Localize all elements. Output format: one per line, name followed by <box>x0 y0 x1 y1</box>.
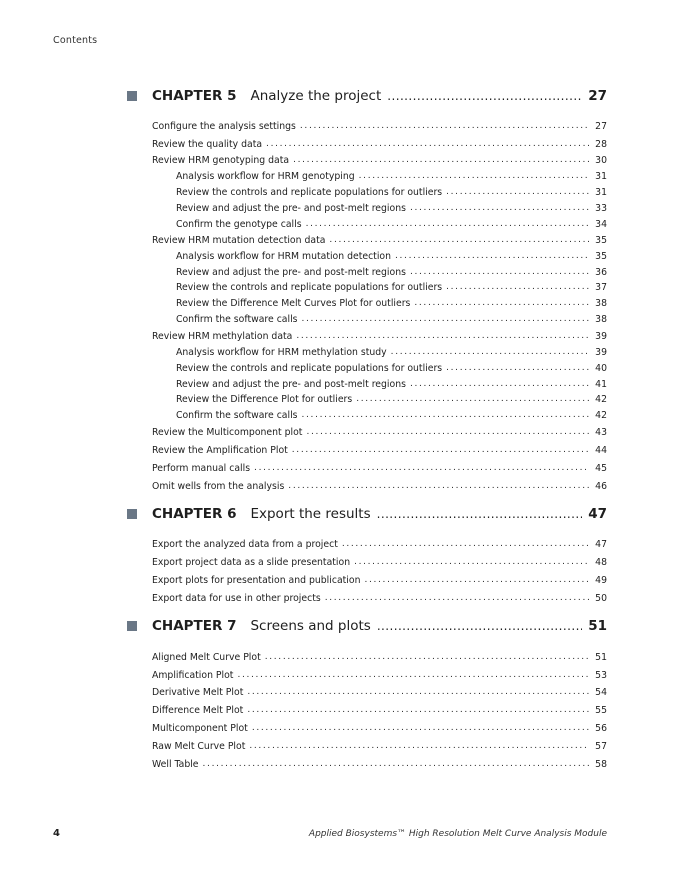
toc-entry-page: 30 <box>595 154 607 166</box>
toc-entry-text: Confirm the software calls <box>176 409 298 421</box>
toc-subentry[interactable] <box>176 408 607 422</box>
toc-entry-text: Multicomponent Plot <box>152 722 248 734</box>
dot-leader <box>446 187 589 197</box>
toc-subentry[interactable] <box>176 345 607 359</box>
toc-entry-text: Export plots for presentation and publication <box>152 574 361 586</box>
toc-entry-text: Well Table <box>152 758 199 770</box>
chapter-title: Export the results <box>250 506 371 522</box>
toc-entry-text: Review the Amplification Plot <box>152 444 288 456</box>
dot-leader <box>296 331 589 341</box>
toc-chapter-5[interactable] <box>127 85 607 107</box>
dot-leader <box>306 219 589 229</box>
toc-entry[interactable] <box>152 537 607 551</box>
dot-leader <box>266 139 589 149</box>
toc-entry-text: Confirm the genotype calls <box>176 218 302 230</box>
chapter-page: 51 <box>588 618 607 634</box>
chapter-title: Analyze the project <box>250 88 382 104</box>
toc-entry[interactable] <box>152 668 607 682</box>
toc-entry-page: 37 <box>595 281 607 293</box>
dot-leader <box>329 235 589 245</box>
toc-entry-text: Review and adjust the pre- and post-melt regions <box>176 378 406 390</box>
toc-entry-text: Export data for use in other projects <box>152 592 321 604</box>
dot-leader <box>247 687 589 697</box>
dot-leader <box>387 89 582 103</box>
toc-entry-page: 58 <box>595 758 607 770</box>
toc-entry-page: 39 <box>595 346 607 358</box>
dot-leader <box>446 363 589 373</box>
chapter-number: CHAPTER 6 <box>152 506 237 522</box>
toc-entry-text: Review HRM genotyping data <box>152 154 290 166</box>
dot-leader <box>203 759 589 769</box>
toc-entry[interactable] <box>152 555 607 569</box>
dot-leader <box>377 507 583 521</box>
dot-leader <box>377 619 582 633</box>
toc-entry-page: 57 <box>595 740 607 752</box>
toc-entry-page: 51 <box>595 651 607 663</box>
dot-leader <box>410 203 589 213</box>
toc-entry-page: 31 <box>595 186 607 198</box>
toc-subentry[interactable] <box>176 312 607 326</box>
toc-entry-text: Raw Melt Curve Plot <box>152 740 246 752</box>
toc-entry-page: 47 <box>595 538 607 550</box>
toc-entry-page: 48 <box>595 556 607 568</box>
dot-leader <box>356 394 589 404</box>
dot-leader <box>325 593 589 603</box>
toc-entry-text: Confirm the software calls <box>176 313 298 325</box>
toc-subentry[interactable] <box>176 377 607 391</box>
dot-leader <box>252 723 589 733</box>
toc-subentry[interactable] <box>176 265 607 279</box>
toc-entry[interactable] <box>152 329 607 343</box>
toc-entry[interactable] <box>152 739 607 753</box>
toc-entry-page: 31 <box>595 170 607 182</box>
toc-subentry[interactable] <box>176 185 607 199</box>
toc-entry[interactable] <box>152 153 607 167</box>
chapter-page: 47 <box>588 506 607 522</box>
toc-entry-text: Export project data as a slide presentation <box>152 556 351 568</box>
toc-entry-text: Review HRM mutation detection data <box>152 234 326 246</box>
toc-entry-page: 46 <box>595 480 607 492</box>
toc-entry-page: 49 <box>595 574 607 586</box>
toc-entry[interactable] <box>152 591 607 605</box>
chapter-number: CHAPTER 5 <box>152 88 237 104</box>
document-title: Applied Biosystems™ High Resolution Melt Curve Analysis Module <box>308 829 607 839</box>
dot-leader <box>237 670 589 680</box>
toc-entry-text: Review and adjust the pre- and post-melt regions <box>176 266 406 278</box>
toc-entry-page: 41 <box>595 378 607 390</box>
toc-subentry[interactable] <box>176 361 607 375</box>
toc-entry[interactable] <box>152 119 607 133</box>
toc-entry[interactable] <box>152 721 607 735</box>
chapter-page: 27 <box>588 88 607 104</box>
dot-leader <box>292 445 589 455</box>
toc-subentry[interactable] <box>176 201 607 215</box>
toc-entry-page: 44 <box>595 444 607 456</box>
dot-leader <box>265 652 589 662</box>
chapter-bullet-icon <box>127 509 137 519</box>
dot-leader <box>306 427 589 437</box>
dot-leader <box>446 282 589 292</box>
toc-entry-text: Review and adjust the pre- and post-melt regions <box>176 202 406 214</box>
dot-leader <box>342 539 589 549</box>
toc-entry-text: Review the quality data <box>152 138 263 150</box>
toc-entry-text: Analysis workflow for HRM mutation detection <box>176 250 391 262</box>
toc-subentry[interactable] <box>176 280 607 294</box>
toc-subentry[interactable] <box>176 169 607 183</box>
dot-leader <box>354 557 589 567</box>
chapter-bullet-icon <box>127 91 137 101</box>
dot-leader <box>302 314 589 324</box>
toc-entry-page: 28 <box>595 138 607 150</box>
running-head: Contents <box>53 35 98 46</box>
toc-entry-text: Review the Difference Melt Curves Plot for outliers <box>176 297 411 309</box>
toc-chapter-6[interactable] <box>127 503 607 525</box>
toc-entry[interactable] <box>152 757 607 771</box>
toc-entry-text: Review HRM methylation data <box>152 330 293 342</box>
toc-entry-text: Analysis workflow for HRM genotyping <box>176 170 355 182</box>
dot-leader <box>414 298 589 308</box>
toc-entry[interactable] <box>152 461 607 475</box>
toc-subentry[interactable] <box>176 217 607 231</box>
toc-entry-text: Review the controls and replicate populations for outliers <box>176 186 443 198</box>
toc-entry-text: Review the controls and replicate populations for outliers <box>176 362 443 374</box>
toc-entry[interactable] <box>152 425 607 439</box>
toc-entry-text: Review the Multicomponent plot <box>152 426 303 438</box>
toc-entry-text: Configure the analysis settings <box>152 120 296 132</box>
toc-entry[interactable] <box>152 685 607 699</box>
toc-entry-text: Amplification Plot <box>152 669 234 681</box>
dot-leader <box>410 379 589 389</box>
toc-entry-page: 42 <box>595 393 607 405</box>
toc-subentry[interactable] <box>176 249 607 263</box>
chapter-title: Screens and plots <box>250 618 371 634</box>
toc-entry-page: 54 <box>595 686 607 698</box>
toc-entry-page: 36 <box>595 266 607 278</box>
toc-entry[interactable] <box>152 443 607 457</box>
toc-entry-page: 45 <box>595 462 607 474</box>
toc-entry-text: Aligned Melt Curve Plot <box>152 651 261 663</box>
dot-leader <box>249 741 589 751</box>
dot-leader <box>302 410 589 420</box>
page-number: 4 <box>53 828 60 839</box>
dot-leader <box>247 705 589 715</box>
toc-entry[interactable] <box>152 650 607 664</box>
toc-entry[interactable] <box>152 479 607 493</box>
toc-entry-page: 43 <box>595 426 607 438</box>
dot-leader <box>410 267 589 277</box>
toc-entry[interactable] <box>152 703 607 717</box>
toc-entry[interactable] <box>152 233 607 247</box>
dot-leader <box>359 171 589 181</box>
chapter-number: CHAPTER 7 <box>152 618 237 634</box>
dot-leader <box>391 347 589 357</box>
toc-entry[interactable] <box>152 573 607 587</box>
dot-leader <box>364 575 589 585</box>
toc-entry-text: Review the controls and replicate populations for outliers <box>176 281 443 293</box>
toc-entry[interactable] <box>152 137 607 151</box>
toc-chapter-7[interactable] <box>127 615 607 637</box>
toc-entry-page: 38 <box>595 297 607 309</box>
toc-entry-page: 56 <box>595 722 607 734</box>
toc-entry-page: 35 <box>595 250 607 262</box>
toc-entry-text: Difference Melt Plot <box>152 704 244 716</box>
toc-entry-text: Export the analyzed data from a project <box>152 538 338 550</box>
toc-entry-page: 33 <box>595 202 607 214</box>
toc-subentry[interactable] <box>176 392 607 406</box>
toc-entry-page: 38 <box>595 313 607 325</box>
dot-leader <box>395 251 589 261</box>
toc-entry-page: 39 <box>595 330 607 342</box>
toc-entry-page: 27 <box>595 120 607 132</box>
toc-entry-text: Omit wells from the analysis <box>152 480 285 492</box>
dot-leader <box>293 155 589 165</box>
toc-entry-page: 35 <box>595 234 607 246</box>
dot-leader <box>254 463 589 473</box>
toc-subentry[interactable] <box>176 296 607 310</box>
toc-entry-page: 40 <box>595 362 607 374</box>
toc-entry-text: Analysis workflow for HRM methylation study <box>176 346 387 358</box>
toc-entry-text: Derivative Melt Plot <box>152 686 244 698</box>
toc-entry-text: Perform manual calls <box>152 462 251 474</box>
toc-entry-page: 50 <box>595 592 607 604</box>
dot-leader <box>300 121 589 131</box>
toc-entry-page: 42 <box>595 409 607 421</box>
toc-entry-page: 55 <box>595 704 607 716</box>
toc-entry-text: Review the Difference Plot for outliers <box>176 393 353 405</box>
chapter-bullet-icon <box>127 621 137 631</box>
toc-entry-page: 53 <box>595 669 607 681</box>
dot-leader <box>288 481 589 491</box>
toc-entry-page: 34 <box>595 218 607 230</box>
